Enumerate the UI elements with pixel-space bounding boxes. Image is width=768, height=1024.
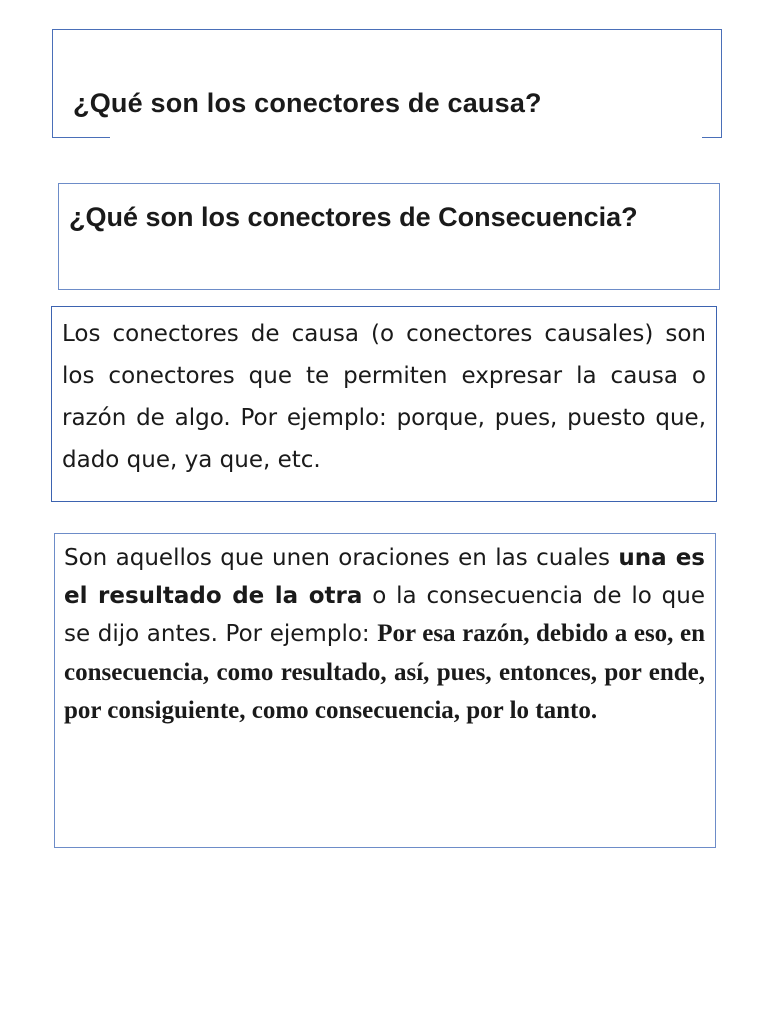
consequence-intro-text: Son aquellos que unen oraciones en las cuales bbox=[64, 545, 610, 571]
cause-definition-text: Los conectores de causa (o conectores causales) son los conectores que te permiten expresar la causa o razón de algo. Por ejemplo: porque, pues, puesto que, dado que, ya que, etc. bbox=[62, 321, 706, 473]
cause-definition-box bbox=[51, 306, 717, 502]
consequence-middle-text: o la consecuencia de lo que se dijo antes. Por ejemplo: bbox=[64, 582, 705, 647]
box-border-segment bbox=[702, 137, 722, 138]
consequence-definition-box bbox=[54, 533, 716, 848]
consequence-definition-paragraph bbox=[64, 540, 705, 731]
consequence-examples-text: Por esa razón, debido a eso, en consecuencia, como resultado, así, pues, entonces, por ende, por consiguiente, como consecuencia, por lo tanto. bbox=[64, 620, 705, 724]
cause-heading-box bbox=[52, 29, 722, 138]
cause-heading-title: ¿Qué son los conectores de causa? bbox=[73, 88, 542, 118]
consequence-emphasis-text: una es el resultado de la otra bbox=[64, 545, 705, 609]
consequence-heading-box bbox=[58, 183, 720, 290]
consequence-heading-title: ¿Qué son los conectores de Consecuencia? bbox=[69, 202, 638, 232]
box-border-segment bbox=[52, 137, 110, 138]
